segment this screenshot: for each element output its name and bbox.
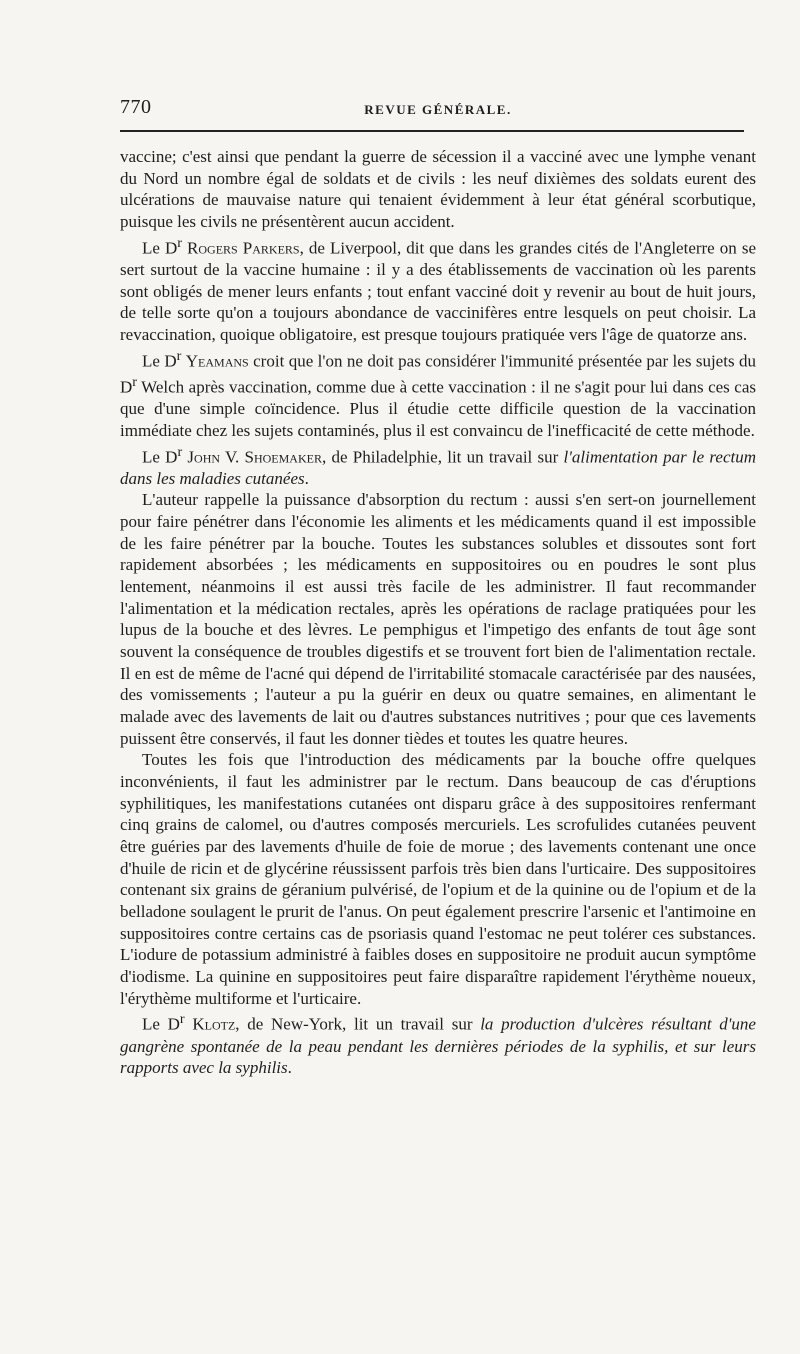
- doctor-name: Yeamans: [185, 351, 249, 371]
- paragraph: [120, 146, 756, 233]
- paragraph-end: .: [287, 1058, 292, 1078]
- paragraph: [120, 1009, 756, 1079]
- paper-title: la production d'ulcères résultant d'une gangrène spontanée de la peau pendant les dernières périodes de la syphilis, et sur leurs rapports avec la syphilis: [120, 1014, 756, 1078]
- paragraph-end: .: [304, 468, 309, 488]
- doctor-title: Le D: [142, 238, 178, 258]
- title-superscript: r: [179, 1011, 185, 1028]
- paragraph: [120, 346, 756, 442]
- page-number: 770: [120, 96, 152, 118]
- paragraph: [120, 489, 756, 749]
- page: [120, 96, 756, 1078]
- paragraph: [120, 233, 756, 346]
- doctor-title: Le D: [142, 1014, 180, 1034]
- title-superscript: r: [176, 347, 182, 364]
- title-superscript: r: [177, 234, 182, 251]
- title-superscript: r: [177, 443, 183, 460]
- paragraph-text: Toutes les fois que l'introduction des médicaments par la bouche offre quelques inconvénients, il faut les administrer par le rectum. Dans beaucoup de cas d'éruptions syphilitiques, les manifestations cutanées ont disparu grâce à des suppositoires renfermant cinq grains de calomel, ou d'autres composés mercuriels. Les scrofulides cutanées peuvent être guéries par des lavements d'huile de foie de morue ; des lavements contenant une once d'huile de ricin et de glycérine réussissent parfois très bien dans l'urticaire. Des suppositoires contenant six grains de géranium pulvérisé, de l'opium et de la quinine ou de l'opium et de la belladone soulagent le prurit de l'anus. On peut également prescrire l'arsenic et l'antimoine en suppositoires contre certains cas de psoriasis quand l'estomac ne peut tolérer ces substances. L'iodure de potassium administré à faibles doses en suppositoire ne produit aucun symptôme d'iodisme. La quinine en suppositoires peut faire disparaître rapidement l'érythème noueux, l'érythème multiforme et l'urticaire.: [120, 750, 756, 1008]
- paragraph-text: , de Liverpool, dit que dans les grandes cités de l'Angleterre on se sert surtout de la vaccine humaine : il y a des établissements de vaccination où les parents sont obligés de mener leurs enfants ; tout enfant vacciné doit y revenir au bout de huit jours, de telle sorte qu'on a toujours abondance de vaccinifères entre lesquels on peut choisir. La revaccination, quoique obligatoire, est presque toujours pratiquée vers l'âge de quatorze ans.: [120, 238, 756, 344]
- paragraph: [120, 749, 756, 1009]
- paragraph-text: L'auteur rappelle la puissance d'absorption du rectum : aussi s'en sert-on journellement pour faire pénétrer dans l'économie les aliments et les médicaments quand il est impossible de les faire pénétrer par la bouche. Toutes les substances solubles et dissoutes sont fort rapidement absorbées ; les médicaments en suppositoires ou en poudres le sont plus lentement, néanmoins il est aussi très facile de les administrer. Il faut recommander l'alimentation et la médication rectales, après les opérations de raclage pratiquées pour les lupus de la bouche et des lèvres. Le pemphigus et l'impetigo des enfants de tout âge sont souvent la conséquence de troubles digestifs et se trouvent fort bien de l'alimentation rectale. Il en est de même de l'acné qui dépend de l'irritabilité stomacale caractérisée par des nausées, des vomissements ; l'auteur a pu la guérir en deux ou quatre semaines, en alimentant le malade avec des lavements de lait ou d'autres substances nutritives ; pour que ces lavements puissent être conservés, il faut les donner tièdes et toutes les quatre heures.: [120, 490, 756, 748]
- header-rule: [120, 130, 744, 132]
- paragraph-text: croit que l'on ne doit pas considérer l'immunité présentée par les sujets du D: [120, 351, 756, 397]
- paragraph-text: , de Philadelphie, lit un travail sur: [321, 447, 564, 467]
- paper-title: l'alimentation par le rectum dans les maladies cutanées: [120, 447, 756, 488]
- title-superscript: r: [132, 373, 137, 390]
- doctor-title: Le D: [142, 351, 177, 371]
- paragraph-text: vaccine; c'est ainsi que pendant la guerre de sécession il a vacciné avec une lymphe venant du Nord un nombre égal de soldats et de civils : les neuf dixièmes des soldats eurent des ulcérations de mauvaise nature qui tenaient évidemment à leur état général scorbutique, puisque les civils ne présentèrent aucun accident.: [120, 147, 756, 231]
- doctor-name: Rogers Parkers: [187, 238, 300, 258]
- doctor-name: John V. Shoemaker: [187, 447, 322, 467]
- page-header: [120, 96, 756, 126]
- paragraph-text: , de New-York, lit un travail sur: [235, 1014, 481, 1034]
- doctor-name: Klotz: [192, 1014, 236, 1034]
- paragraph: [120, 442, 756, 490]
- running-title: REVUE GÉNÉRALE.: [364, 102, 512, 117]
- paragraph-text: Welch après vaccination, comme due à cette vaccination : il ne s'agit pour lui dans ces cas que d'une simple coïncidence. Plus il étudie cette difficile question de la vaccination immédiate chez les sujets contaminés, plus il est convaincu de l'inefficacité de cette méthode.: [120, 377, 756, 440]
- article-body: [120, 146, 756, 1079]
- doctor-title: Le D: [142, 447, 178, 467]
